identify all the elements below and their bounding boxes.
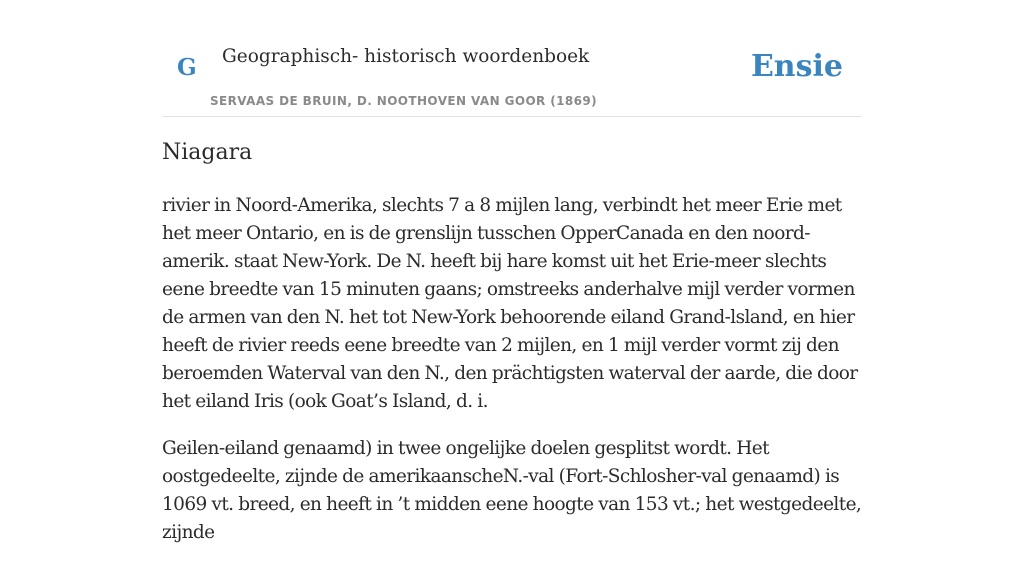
ensie-logo[interactable]: Ensie — [750, 49, 843, 84]
entry-paragraph: Geilen-eiland genaamd) in twee ongelijke doelen gesplitst wordt. Het oostgedeelte, zijnde de amerikaanscheN.-val (Fort-Schlosher-val genaamd) is 1069 vt. breed, en heeft in ’t midden eene hoogte van 153 vt.; het westgedeelte, zijnde — [162, 438, 862, 543]
book-title[interactable]: Geographisch- historisch woordenboek — [222, 46, 590, 67]
site-header — [162, 0, 862, 117]
page — [162, 0, 862, 543]
entry-paragraph: rivier in Noord-Amerika, slechts 7 a 8 mijlen lang, verbindt het meer Erie met het meer Ontario, en is de grenslijn tusschen OpperCanada en den noord-amerik. staat New-York. De N. heeft bij hare komst uit het Erie-meer slechts eene breedte van 15 minuten gaans; omstreeks anderhalve mijl verder vormen de armen van den N. het tot New-York behoorende eiland Grand-lsland, en hier heeft de rivier reeds eene breedte van 2 mijlen, en 1 mijl verder vormt zij den beroemden Waterval van den N., den prächtigsten waterval der aarde, die door het eiland Iris (ook Goat’s Island, d. i. — [162, 195, 858, 412]
book-logo-letter[interactable]: G — [177, 54, 197, 81]
book-authors: SERVAAS DE BRUIN, D. NOOTHOVEN VAN GOOR (1869) — [210, 94, 598, 108]
entry-title: Niagara — [162, 140, 253, 165]
entry-body — [162, 192, 862, 566]
